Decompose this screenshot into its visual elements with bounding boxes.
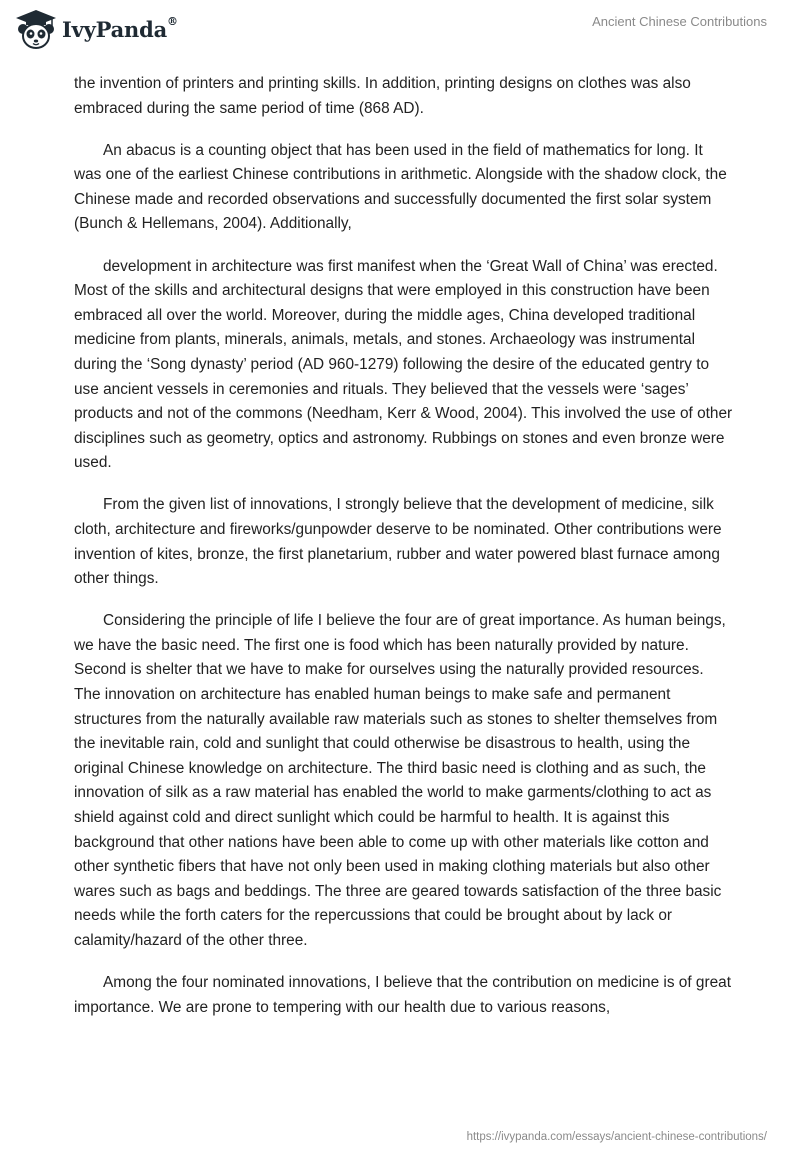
paragraph: the invention of printers and printing skills. In addition, printing designs on clothes was also embraced during the same period of time (868 AD). (74, 75, 691, 117)
page-header (0, 0, 800, 60)
paragraph: From the given list of innovations, I strongly believe that the development of medicine, silk cloth, architecture and fireworks/gunpowder deserve to be nominated. Other contributions were invention of kites, bronze, the first planetarium, rubber and water powered blast furnace among other things. (74, 496, 722, 588)
paragraph: Among the four nominated innovations, I believe that the contribution on medicine is of great importance. We are prone to tempering with our health due to various reasons, (74, 974, 731, 1016)
registered-mark: ® (167, 14, 178, 28)
panda-graduate-icon (14, 8, 58, 50)
document-title: Ancient Chinese Contributions (592, 14, 767, 29)
paragraph: Considering the principle of life I believe the four are of great importance. As human beings, we have the basic need. The first one is food which has been naturally provided by nature. Second is shelter that we have to make for ourselves using the naturally provided resources. The innovation on architecture has enabled human beings to make safe and permanent structures from the naturally available raw materials such as stones to shelter themselves from the inevitable rain, cold and sunlight that could otherwise be disastrous to health, using the original Chinese knowledge on architecture. The third basic need is clothing and as such, the innovation of silk as a raw material has enabled the world to make garments/clothing to act as shield against cold and direct sunlight which could be harmful to health. It is against this background that other nations have been able to come up with other materials like cotton and other synthetic fibers that have not only been used in making clothing materials but also other wares such as bags and beddings. The three are geared towards satisfaction of the three basic needs while the forth caters for the repercussions that could be brought about by lack or calamity/hazard of the other three. (74, 612, 726, 949)
brand-logo[interactable] (14, 8, 178, 50)
paragraph: development in architecture was first manifest when the ‘Great Wall of China’ was erected. Most of the skills and architectural designs that were employed in this construction have been embraced all over the world. Moreover, during the middle ages, China developed traditional medicine from plants, minerals, animals, metals, and stones. Archaeology was instrumental during the ‘Song dynasty’ period (AD 960-1279) following the desire of the educated gentry to use ancient vessels in ceremonies and rituals. They believed that the vessels were ‘sages’ products and not of the commons (Needham, Kerr & Wood, 2004). This involved the use of other disciplines such as geometry, optics and astronomy. Rubbings on stones and even bronze were used. (74, 257, 733, 472)
essay-body (74, 72, 734, 1038)
paragraph: An abacus is a counting object that has been used in the field of mathematics for long. It was one of the earliest Chinese contributions in arithmetic. Alongside with the shadow clock, the Chinese made and recorded observations and successfully documented the first solar system (Bunch & Hellemans, 2004). Additionally, (74, 141, 727, 233)
source-url-link[interactable]: https://ivypanda.com/essays/ancient-chinese-contributions/ (466, 1131, 767, 1143)
brand-name: IvyPanda® (62, 14, 178, 42)
